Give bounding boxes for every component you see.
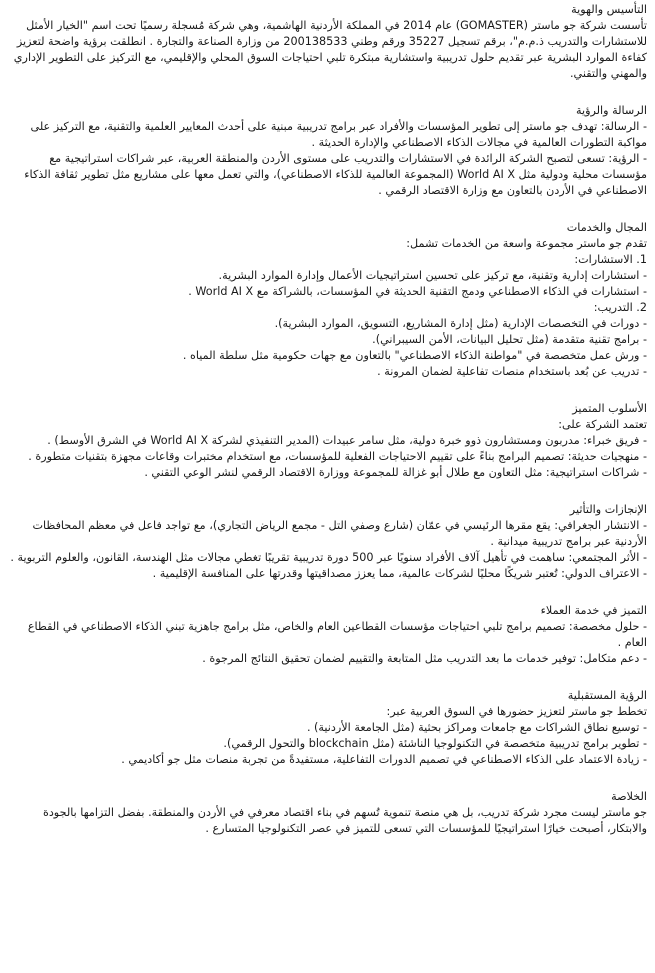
- section-heading: الرسالة والرؤية: [575, 104, 647, 117]
- list-item: - ورش عمل متخصصة في "مواطنة الذكاء الاصطناعي" بالتعاون مع جهات حكومية مثل سلطة المياه .: [182, 349, 647, 362]
- section-heading: التميز في خدمة العملاء: [540, 604, 647, 617]
- list-item: - تطوير برامج تدريبية متخصصة في التكنولوجيا الناشئة (مثل blockchain والتحول الرقمي).: [223, 737, 647, 750]
- list-item: - حلول مخصصة: تصميم برامج تلبي احتياجات مؤسسات القطاعين العام والخاص، مثل برامج جاهزية تبني الذكاء الاصطناعي في القطاع العام .: [27, 620, 647, 649]
- paragraph: تأسست شركة جو ماستر (GOMASTER) عام 2014 في المملكة الأردنية الهاشمية، وهي شركة مُسجلة رسميًا تحت اسم "الخيار الأمثل للاستشارات والتدريب ذ.م.م"، برقم تسجيل 35227 ورقم وطني 200138533 من وزارة الصناعة والتجارة . انطلقت برؤية واضحة لتعزيز كفاءة الموارد البشرية عبر تقديم حلول تدريبية واستشارية مبتكرة تلبي احتياجات السوق المحلي والإقليمي، مع التركيز على التطوير الإداري والمهني والتقني.: [13, 19, 647, 80]
- section-heading: المجال والخدمات: [566, 221, 647, 234]
- list-item: - دورات في التخصصات الإدارية (مثل إدارة المشاريع، التسويق، الموارد البشرية).: [274, 317, 647, 330]
- list-item: - منهجيات حديثة: تصميم البرامج بناءً على تقييم الاحتياجات الفعلية للمؤسسات، مع استخدام مختبرات وقاعات مجهزة بتقنيات متطورة .: [28, 450, 647, 463]
- list-heading: 2. التدريب:: [593, 301, 647, 314]
- list-item: - برامج تقنية متقدمة (مثل تحليل البيانات، الأمن السيبراني).: [372, 333, 647, 346]
- section-heading: التأسيس والهوية: [571, 3, 647, 16]
- list-item: - الاعتراف الدولي: تُعتبر شريكًا محليًا لشركات عالمية، مما يعزز مصداقيتها وقدرتها على المنافسة الإقليمية .: [152, 567, 647, 580]
- section-conclusion: [6, 789, 647, 837]
- paragraph: جو ماستر ليست مجرد شركة تدريب، بل هي منصة تنموية تُسهم في بناء اقتصاد معرفي في الأردن والمنطقة. بفضل التزامها بالجودة والابتكار، أصبحت خيارًا استراتيجيًا للمؤسسات التي تسعى للتميز في عصر التكنولوجيا المتسارع .: [42, 806, 647, 835]
- paragraph: - الرسالة: تهدف جو ماستر إلى تطوير المؤسسات والأفراد عبر برامج تدريبية مبنية على أحدث المعايير العلمية والتقنية، مع التركيز على مواكبة التطورات العالمية في مجالات الذكاء الاصطناعي والإدارة الحديثة .: [30, 120, 647, 149]
- section-heading: الأسلوب المتميز: [572, 402, 647, 415]
- section-future-vision: [6, 688, 647, 768]
- paragraph: تعتمد الشركة على:: [558, 418, 647, 431]
- section-mission-vision: [6, 103, 647, 199]
- section-heading: الإنجازات والتأثير: [569, 503, 647, 516]
- list-item: - دعم متكامل: توفير خدمات ما بعد التدريب مثل المتابعة والتقييم لضمان تحقيق النتائج المرجوة .: [202, 652, 647, 665]
- section-heading: الرؤية المستقبلية: [567, 689, 647, 702]
- list-item: - استشارات في الذكاء الاصطناعي ودمج التقنية الحديثة في المؤسسات، بالشراكة مع World AI X .: [188, 285, 647, 298]
- section-customer-service: [6, 603, 647, 667]
- list-item: - الأثر المجتمعي: ساهمت في تأهيل آلاف الأفراد سنويًا عبر 500 دورة تدريبية تقريبًا تغطي مجالات مثل الهندسة، القانون، والعلوم التربوية .: [10, 551, 647, 564]
- list-item: - الانتشار الجغرافي: يقع مقرها الرئيسي في عمّان (شارع وصفي التل - مجمع الرياض التجاري)، مع تواجد فاعل في معظم المحافظات الأردنية عبر برامج تدريبية ميدانية .: [32, 519, 647, 548]
- section-distinctive-style: [6, 401, 647, 481]
- list-heading: 1. الاستشارات:: [574, 253, 647, 266]
- list-item: - فريق خبراء: مدربون ومستشارون ذوو خبرة دولية، مثل سامر عبيدات (المدير التنفيذي لشركة World AI X في الشرق الأوسط) .: [47, 434, 647, 447]
- paragraph: تقدم جو ماستر مجموعة واسعة من الخدمات تشمل:: [406, 237, 647, 250]
- paragraph: - الرؤية: تسعى لتصبح الشركة الرائدة في الاستشارات والتدريب على مستوى الأردن والمنطقة العربية، عبر شراكات استراتيجية مع مؤسسات محلية ودولية مثل World AI X (المجموعة العالمية للذكاء الاصطناعي)، والتي تعمل معها على مشاريع مثل تطوير ثقافة الذكاء الاصطناعي في الأردن بالتعاون مع وزارة الاقتصاد الرقمي .: [24, 152, 647, 197]
- list-item: - توسيع نطاق الشراكات مع جامعات ومراكز بحثية (مثل الجامعة الأردنية) .: [306, 721, 647, 734]
- list-item: - شراكات استراتيجية: مثل التعاون مع طلال أبو غزالة للمجموعة ووزارة الاقتصاد الرقمي لنشر الوعي التقني .: [144, 466, 647, 479]
- section-heading: الخلاصة: [611, 790, 647, 803]
- list-item: - تدريب عن بُعد باستخدام منصات تفاعلية لضمان المرونة .: [377, 365, 647, 378]
- paragraph: تخطط جو ماستر لتعزيز حضورها في السوق العربية عبر:: [386, 705, 647, 718]
- list-item: - زيادة الاعتماد على الذكاء الاصطناعي في تصميم الدورات التفاعلية، مستفيدةً من تجربة منصات مثل جو أكاديمي .: [121, 753, 647, 766]
- section-achievements-impact: [6, 502, 647, 582]
- section-founding-identity: [6, 2, 647, 82]
- section-field-services: [6, 220, 647, 380]
- list-item: - استشارات إدارية وتقنية، مع تركيز على تحسين استراتيجيات الأعمال وإدارة الموارد البشرية.: [218, 269, 647, 282]
